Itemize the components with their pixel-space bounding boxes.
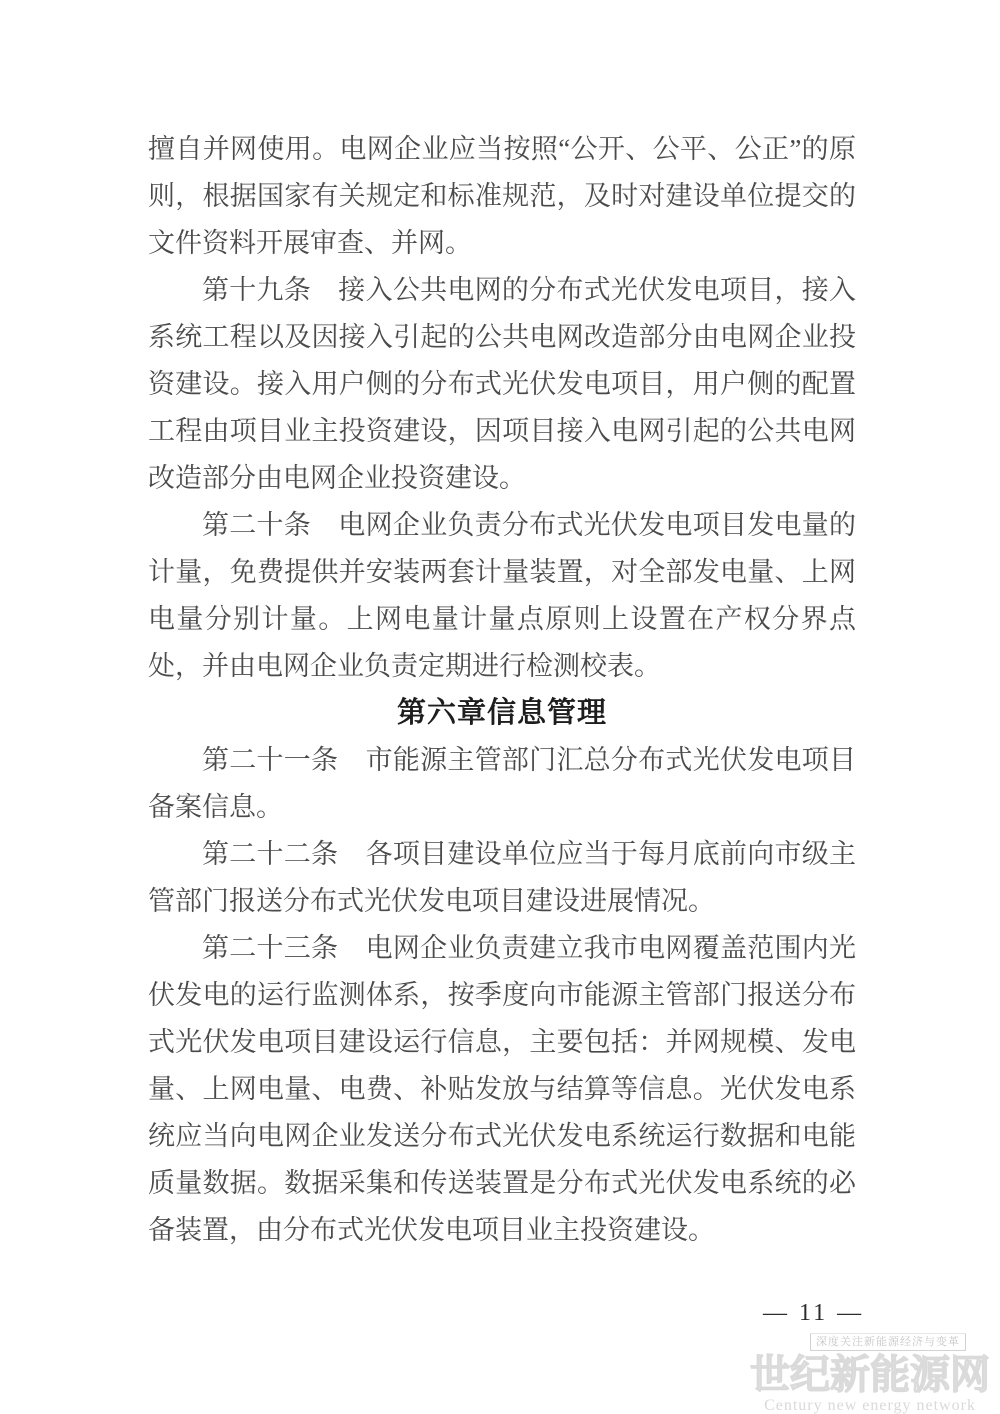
document-body — [148, 126, 856, 1254]
paragraph-article-22: 第二十二条 各项目建设单位应当于每月底前向市级主管部门报送分布式光伏发电项目建设进展情况。 — [148, 839, 856, 916]
paragraph-article-19: 第十九条 接入公共电网的分布式光伏发电项目，接入系统工程以及因接入引起的公共电网改造部分由电网企业投资建设。接入用户侧的分布式光伏发电项目，用户侧的配置工程由项目业主投资建设，因项目接入电网引起的公共电网改造部分由电网企业投资建设。 — [148, 275, 856, 493]
watermark — [750, 1332, 990, 1414]
paragraph-article-23: 第二十三条 电网企业负责建立我市电网覆盖范围内光伏发电的运行监测体系，按季度向市能源主管部门报送分布式光伏发电项目建设运行信息，主要包括：并网规模、发电量、上网电量、电费、补贴发放与结算等信息。光伏发电系统应当向电网企业发送分布式光伏发电系统运行数据和电能质量数据。数据采集和传送装置是分布式光伏发电系统的必备装置，由分布式光伏发电项目业主投资建设。 — [148, 933, 856, 1245]
paragraph-continuation: 擅自并网使用。电网企业应当按照“公开、公平、公正”的原则，根据国家有关规定和标准规范，及时对建设单位提交的文件资料开展审查、并网。 — [148, 134, 856, 258]
paragraph-article-20: 第二十条 电网企业负责分布式光伏发电项目发电量的计量，免费提供并安装两套计量装置，对全部发电量、上网电量分别计量。上网电量计量点原则上设置在产权分界点处，并由电网企业负责定期进行检测校表。 — [148, 510, 856, 681]
watermark-brand-english: Century new energy network — [764, 1397, 976, 1414]
page-number: — 11 — — [763, 1300, 865, 1326]
chapter-heading: 第六章信息管理 — [396, 697, 607, 729]
watermark-brand-chinese: 世纪新能源网 — [750, 1353, 990, 1397]
watermark-slogan-badge: 深度关注新能源经济与变革 — [810, 1333, 966, 1351]
paragraph-article-21: 第二十一条 市能源主管部门汇总分布式光伏发电项目备案信息。 — [148, 745, 856, 822]
